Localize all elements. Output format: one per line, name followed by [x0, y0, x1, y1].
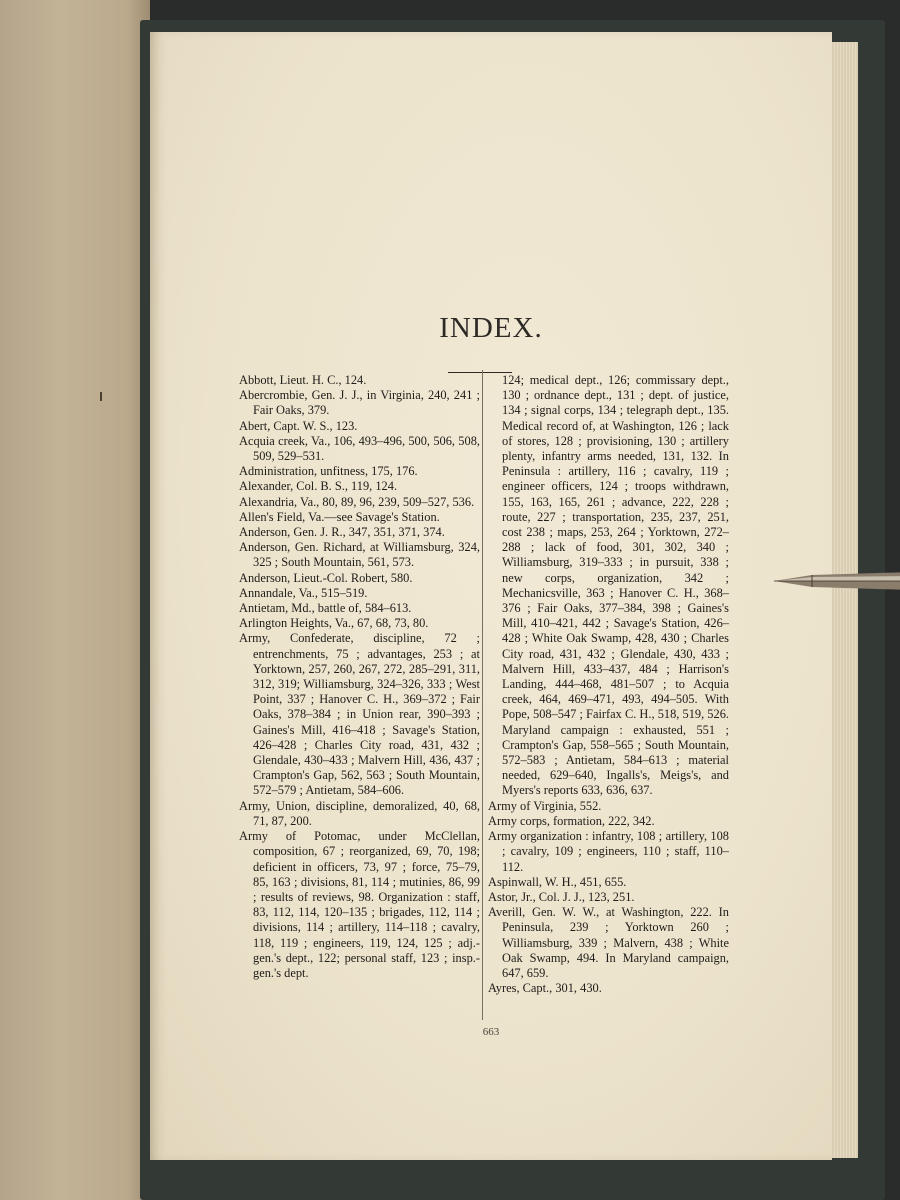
- index-entry: Administration, unfitness, 175, 176.: [239, 464, 418, 479]
- index-entry: Army organization : infantry, 108 ; artillery, 108 ; cavalry, 109 ; engineers, 110 ; staff, 110–112.: [488, 829, 729, 874]
- index-entry: Anderson, Gen. Richard, at Williamsburg, 324, 325 ; South Mountain, 561, 573.: [239, 540, 480, 570]
- index-entry: Anderson, Lieut.-Col. Robert, 580.: [239, 570, 413, 585]
- index-entry: Anderson, Gen. J. R., 347, 351, 371, 374.: [239, 525, 445, 540]
- index-entry: Army of Potomac, under McClellan, composition, 67 ; reorganized, 69, 70, 198; deficient in officers, 73, 97 ; force, 75–79, 85, 163 ; divisions, 81, 114 ; mutinies, 86, 99 ; results of reviews, 98. Organization : staff, 83, 112, 114, 120–135 ; brigades, 112, 114 ; divisions, 114 ; artillery, 114–118 ; cavalry, 118, 119 ; engineers, 119, 124, 125 ; adj.-gen.'s dept., 122; personal staff, 123 ; insp.-gen.'s dept.: [239, 829, 480, 980]
- index-page: [150, 32, 832, 1160]
- index-entry: Antietam, Md., battle of, 584–613.: [239, 601, 412, 616]
- index-entry: Aspinwall, W. H., 451, 655.: [488, 874, 627, 889]
- page-mark: [100, 392, 102, 401]
- index-entry: Army, Confederate, discipline, 72 ; entrenchments, 75 ; advantages, 253 ; at Yorktown, 257, 260, 267, 272, 285–291, 311, 312, 319; Williamsburg, 324–326, 333 ; West Point, 337 ; Hanover C. H., 369–372 ; Fair Oaks, 378–384 ; in Union rear, 390–393 ; Gaines's Mill, 416–418 ; Savage's Station, 426–428 ; Charles City road, 431, 432 ; Glendale, 430–433 ; Malvern Hill, 436, 437 ; Crampton's Gap, 562, 563 ; South Mountain, 572–579 ; Antietam, 584–606.: [239, 631, 480, 798]
- page-number: 663: [482, 1026, 500, 1038]
- index-column-left: [239, 373, 480, 981]
- index-column-right: [488, 373, 729, 996]
- index-entry: Army corps, formation, 222, 342.: [488, 813, 655, 828]
- index-entry: Acquia creek, Va., 106, 493–496, 500, 506, 508, 509, 529–531.: [239, 433, 480, 464]
- index-entry: Abercrombie, Gen. J. J., in Virginia, 240, 241 ; Fair Oaks, 379.: [239, 388, 480, 418]
- index-entry: Averill, Gen. W. W., at Washington, 222. In Peninsula, 239 ; Yorktown 260 ; Williamsburg, 339 ; Malvern, 438 ; White Oak Swamp, 494. In Maryland campaign, 647, 659.: [488, 905, 729, 980]
- index-entry: 124; medical dept., 126; commissary dept., 130 ; ordnance dept., 131 ; dept. of justice, 134 ; signal corps, 134 ; telegraph dept., 135. Medical record of, at Washington, 126 ; lack of stores, 128 ; provisioning, 130 ; artillery plenty, infantry arms needed, 131, 132. In Peninsula : artillery, 116 ; cavalry, 119 ; engineer officers, 124 ; troops withdrawn, 155, 163, 165, 261 ; advance, 222, 228 ; route, 227 ; transportation, 235, 237, 251, cost 238 ; maps, 253, 264 ; Yorktown, 272–288 ; lack of food, 301, 302, 340 ; Williamsburg, 319–333 ; in pursuit, 338 ; new corps, organization, 342 ; Mechanicsville, 363 ; Hanover C. H., 368–376 ; Fair Oaks, 377–384, 398 ; Gaines's Mill, 410–421, 442 ; Savage's Station, 426–428 ; White Oak Swamp, 428, 430 ; Charles City road, 431, 432 ; Glendale, 430, 433 ; Malvern Hill, 433–437, 484 ; Harrison's Landing, 444–468, 481–507 ; to Acquia creek, 464, 469–471, 493, 494–505. With Pope, 508–547 ; Fairfax C. H., 518, 519, 526. Maryland campaign : exhausted, 551 ; Crampton's Gap, 558–565 ; South Mountain, 572–583 ; Antietam, 584–613 ; material needed, 629–640, Ingalls's, Meigs's, and Myers's reports 633, 636, 637.: [502, 373, 729, 798]
- index-entry: Army of Virginia, 552.: [488, 798, 602, 813]
- left-page: [0, 0, 150, 1200]
- index-entry: Ayres, Capt., 301, 430.: [488, 981, 602, 996]
- index-entry: Abbott, Lieut. H. C., 124.: [239, 373, 367, 387]
- index-entry: Army, Union, discipline, demoralized, 40, 68, 71, 87, 200.: [239, 798, 480, 828]
- pen-nib-icon: [772, 566, 900, 596]
- index-entry: Alexandria, Va., 80, 89, 96, 239, 509–527, 536.: [239, 494, 475, 509]
- index-entry: Arlington Heights, Va., 67, 68, 73, 80.: [239, 616, 429, 631]
- page-title: INDEX.: [439, 312, 543, 344]
- column-divider: [482, 370, 483, 1020]
- index-entry: Alexander, Col. B. S., 119, 124.: [239, 479, 398, 494]
- index-entry: Abert, Capt. W. S., 123.: [239, 418, 358, 433]
- index-entry: Annandale, Va., 515–519.: [239, 585, 368, 600]
- index-entry: Astor, Jr., Col. J. J., 123, 251.: [488, 889, 635, 904]
- index-entry: Allen's Field, Va.—see Savage's Station.: [239, 509, 440, 524]
